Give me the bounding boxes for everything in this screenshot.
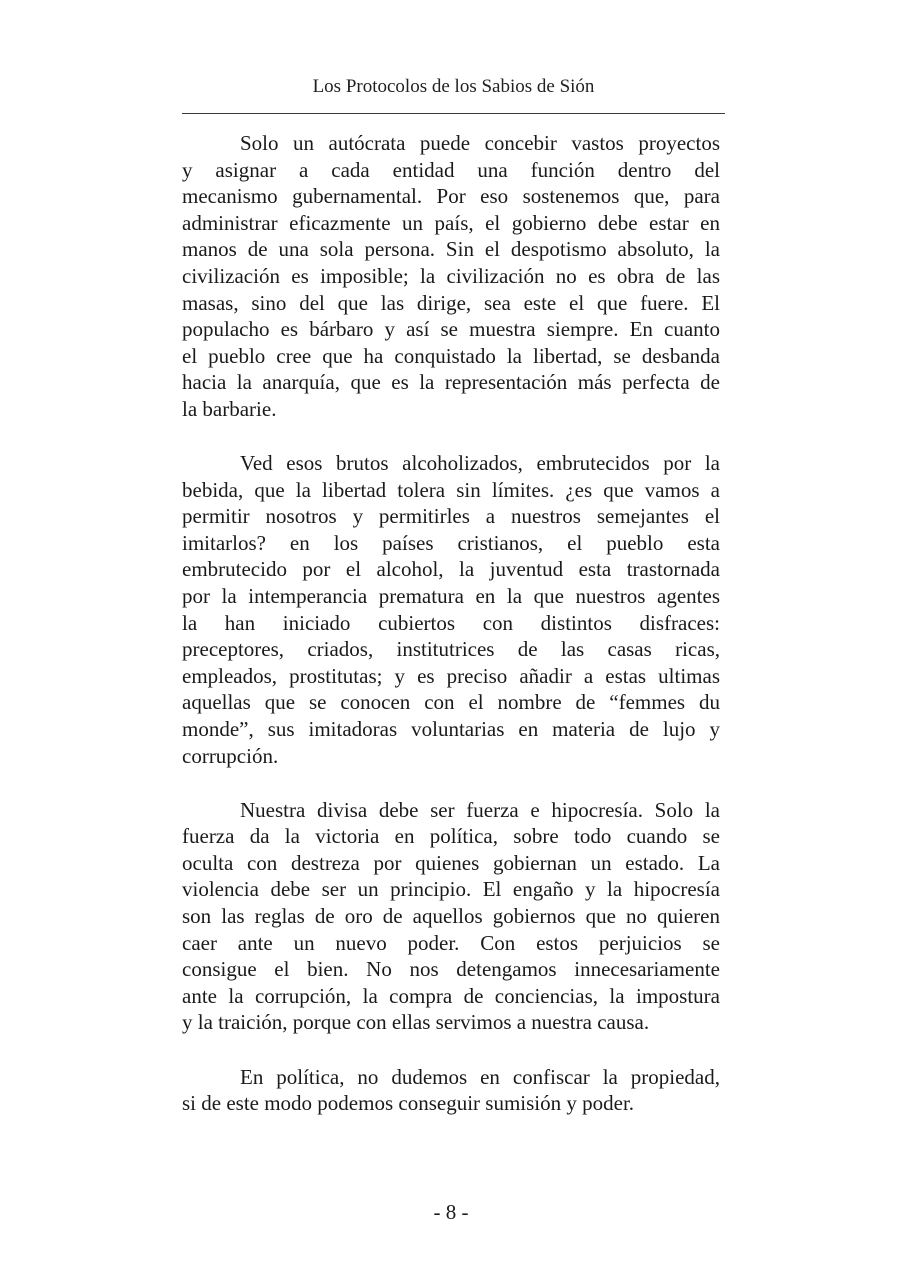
page-number: - 8 - bbox=[433, 1200, 469, 1224]
text-line: civilización es imposible; la civilización no es obra de las bbox=[182, 263, 720, 288]
text-line: bebida, que la libertad tolera sin límites. ¿es que vamos a bbox=[182, 477, 720, 502]
text-line: y asignar a cada entidad una función dentro del bbox=[182, 157, 720, 182]
text-line: el pueblo cree que ha conquistado la libertad, se desbanda bbox=[182, 343, 720, 368]
text-line: embrutecido por el alcohol, la juventud esta trastornada bbox=[182, 557, 720, 582]
text-line: Ved esos brutos alcoholizados, embrutecidos por la bbox=[240, 451, 720, 476]
text-line: corrupción. bbox=[182, 743, 279, 768]
document-body bbox=[182, 130, 720, 1144]
text-line: hacia la anarquía, que es la representación más perfecta de bbox=[182, 370, 720, 395]
running-header: Los Protocolos de los Sabios de Sión bbox=[312, 76, 595, 97]
text-line: son las reglas de oro de aquellos gobiernos que no quieren bbox=[182, 904, 720, 929]
text-line: ante la corrupción, la compra de conciencias, la impostura bbox=[182, 983, 720, 1008]
text-line: permitir nosotros y permitirles a nuestros semejantes el bbox=[182, 504, 720, 529]
text-line: imitarlos? en los países cristianos, el pueblo esta bbox=[182, 530, 720, 555]
text-line: por la intemperancia prematura en la que nuestros agentes bbox=[182, 584, 720, 608]
text-line: aquellas que se conocen con el nombre de “femmes du bbox=[182, 690, 720, 715]
text-line: mecanismo gubernamental. Por eso sostenemos que, para bbox=[182, 184, 720, 209]
text-line: manos de una sola persona. Sin el despotismo absoluto, la bbox=[182, 237, 720, 262]
text-line: consigue el bien. No nos detengamos innecesariamente bbox=[182, 957, 720, 982]
paragraph bbox=[182, 797, 720, 1036]
text-line: caer ante un nuevo poder. Con estos perjuicios se bbox=[182, 930, 720, 955]
text-line: empleados, prostitutas; y es preciso añadir a estas ultimas bbox=[182, 663, 720, 688]
paragraph bbox=[182, 450, 720, 769]
text-line: si de este modo podemos conseguir sumisión y poder. bbox=[182, 1091, 635, 1116]
text-line: la barbarie. bbox=[182, 396, 277, 421]
text-line: Nuestra divisa debe ser fuerza e hipocresía. Solo la bbox=[240, 797, 720, 822]
text-line: Solo un autócrata puede concebir vastos proyectos bbox=[240, 131, 720, 155]
text-line: violencia debe ser un principio. El engaño y la hipocresía bbox=[182, 877, 720, 902]
text-line: preceptores, criados, institutrices de las casas ricas, bbox=[182, 637, 720, 662]
text-line: fuerza da la victoria en política, sobre todo cuando se bbox=[182, 824, 720, 849]
paragraph bbox=[182, 130, 720, 423]
text-line: masas, sino del que las dirige, sea este el que fuere. El bbox=[182, 290, 720, 315]
paragraph bbox=[182, 1064, 720, 1117]
text-line: oculta con destreza por quienes gobiernan un estado. La bbox=[182, 850, 720, 875]
text-line: monde”, sus imitadoras voluntarias en materia de lujo y bbox=[182, 716, 720, 741]
text-line: la han iniciado cubiertos con distintos disfraces: bbox=[182, 610, 720, 635]
header-rule bbox=[182, 113, 725, 114]
text-line: populacho es bárbaro y así se muestra siempre. En cuanto bbox=[182, 317, 720, 342]
text-line: administrar eficazmente un país, el gobierno debe estar en bbox=[182, 210, 720, 235]
text-line: y la traición, porque con ellas servimos a nuestra causa. bbox=[182, 1010, 650, 1035]
text-line: En política, no dudemos en confiscar la propiedad, bbox=[240, 1064, 720, 1089]
